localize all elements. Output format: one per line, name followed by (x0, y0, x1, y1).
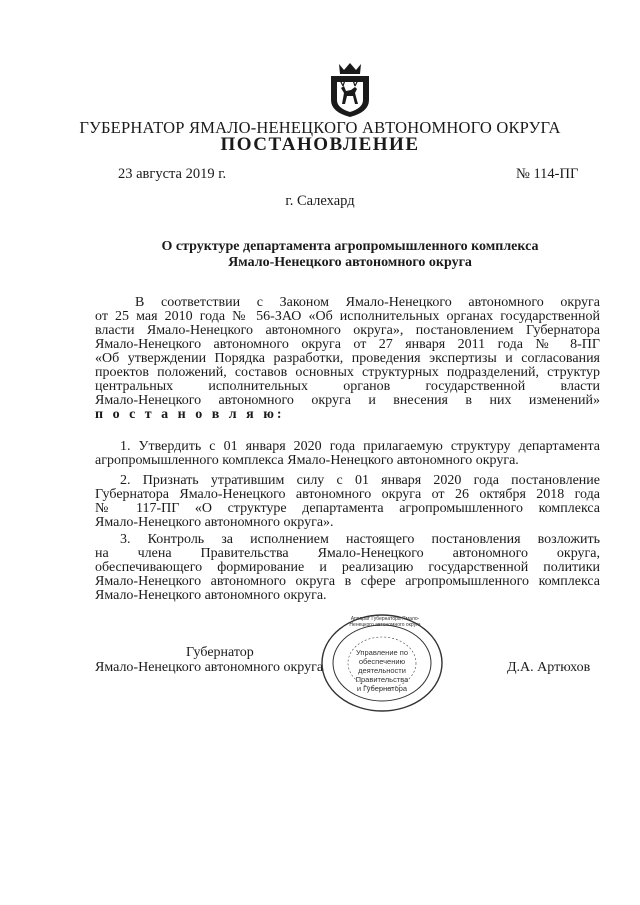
text-line: Ямало-Ненецкого автономного округа в сфере агропромышленного комплекса (95, 574, 600, 589)
text-line: проектов положений, составов основных структурных подразделений, структур (95, 365, 600, 380)
subject-line: О структуре департамента агропромышленного комплекса (161, 239, 539, 254)
item-1-paragraph (95, 440, 600, 468)
text-line: Ямало-Ненецкого автономного округа». (95, 515, 334, 530)
text-line: Ямало-Ненецкого автономного округа. (95, 588, 327, 603)
text-line: от 25 мая 2010 года № 56-ЗАО «Об исполнительных органах государственной (95, 309, 600, 324)
text-line: на члена Правительства Ямало-Ненецкого автономного округа, (95, 546, 600, 561)
text-line: агропромышленного комплекса Ямало-Ненецкого автономного округа. (95, 453, 519, 468)
document-date: 23 августа 2019 г. (118, 166, 227, 182)
document-type: ПОСТАНОВЛЕНИЕ (220, 134, 420, 155)
seal-text-line: Управление по (355, 648, 408, 657)
seal-text-line: деятельности (358, 666, 406, 675)
signatory-organization: Ямало-Ненецкого автономного округа (95, 660, 324, 675)
item-3-paragraph (95, 533, 600, 603)
text-line: Ямало-Ненецкого автономного округа и внесения в них изменений» (95, 393, 600, 408)
text-line: Ямало-Ненецкого автономного округа от 27 января 2011 года № 8-ПГ (95, 337, 600, 352)
signatory-name: Д.А. Артюхов (507, 660, 591, 675)
text-line: № 117-ПГ «О структуре департамента агропромышленного комплекса (95, 501, 600, 516)
document-city: г. Салехард (285, 193, 355, 209)
resolve-word: п о с т а н о в л я ю: (95, 407, 285, 422)
coat-of-arms-icon (327, 60, 373, 118)
text-line: Губернатора Ямало-Ненецкого автономного округа от 26 октября 2018 года (95, 487, 600, 502)
seal-text-line: и Губернатора (356, 684, 408, 693)
text-line: В соответствии с Законом Ямало-Ненецкого автономного округа (135, 295, 600, 310)
text-line: 3. Контроль за исполнением настоящего постановления возложить (120, 532, 600, 547)
text-line: 2. Признать утратившим силу с 01 января 2020 года постановление (120, 473, 600, 488)
document-subject (100, 239, 600, 271)
signatory-title: Губернатор (186, 645, 254, 660)
text-line: 1. Утвердить с 01 января 2020 года прилагаемую структуру департамента (120, 439, 600, 454)
text-line: центральных исполнительных органов государственной власти (95, 379, 600, 394)
seal-text-line: обеспечению (358, 657, 406, 666)
text-line: обеспечивающего формирование и реализацию государственной политики (95, 560, 600, 575)
preamble-paragraph (95, 296, 600, 422)
subject-line: Ямало-Ненецкого автономного округа (228, 255, 472, 270)
document-number: № 114-ПГ (516, 166, 579, 182)
seal-text-line: Правительства (355, 675, 409, 684)
text-line: «Об утверждении Порядка разработки, проведения экспертизы и согласования (95, 351, 600, 366)
seal-ring-text: Аппарат Губернатора Ямало-Ненецкого автономного округа (349, 616, 421, 628)
item-2-paragraph (95, 474, 600, 530)
text-line: власти Ямало-Ненецкого автономного округа», постановлением Губернатора (95, 323, 600, 338)
issuer-title: ГУБЕРНАТОР ЯМАЛО-НЕНЕЦКОГО АВТОНОМНОГО ОКРУГА (79, 118, 561, 137)
